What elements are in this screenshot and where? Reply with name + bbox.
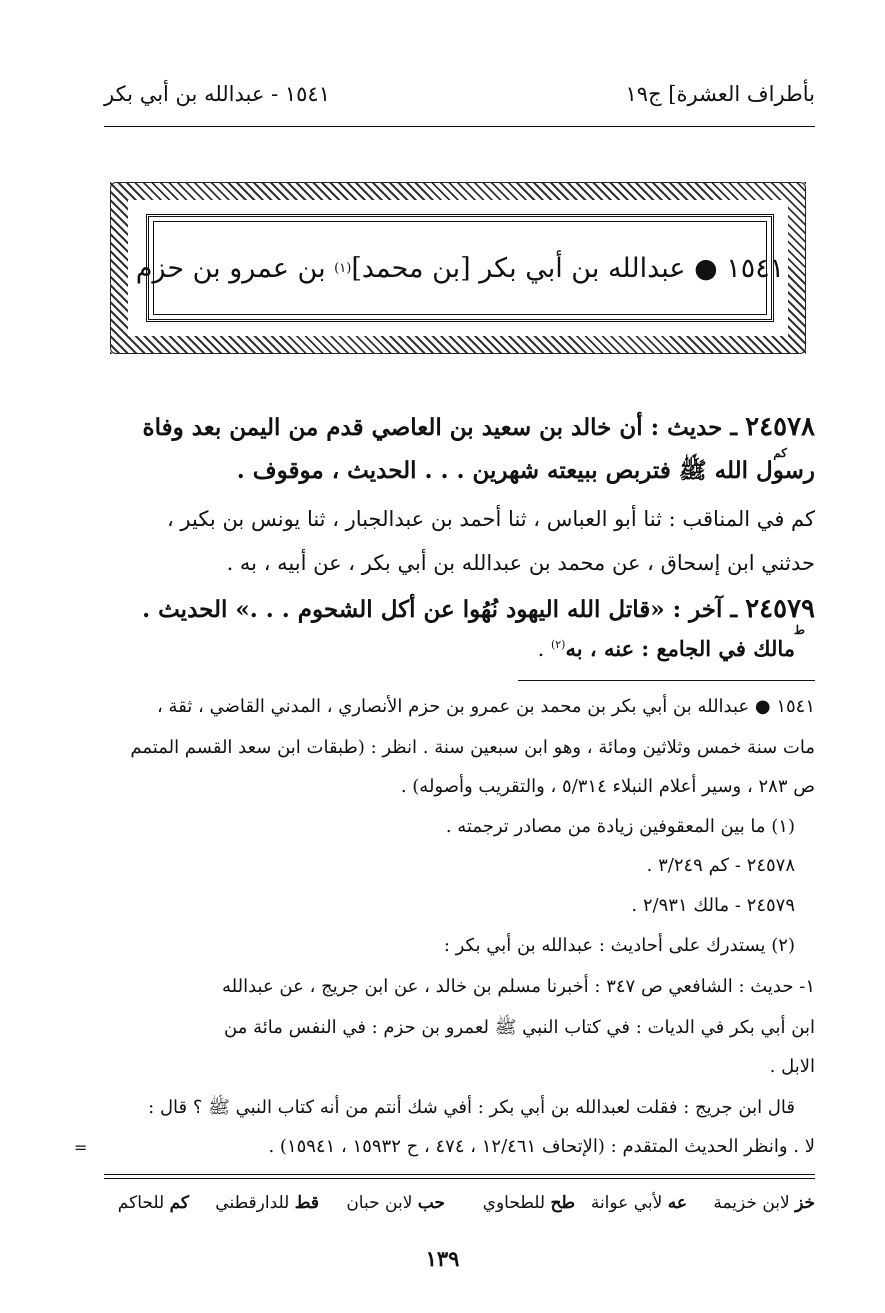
footnote-ref-24578: ٢٤٥٧٨ - كم ٣/٢٤٩ .	[646, 855, 795, 876]
running-header	[104, 82, 815, 116]
footnote-1: (١) ما بين المعقوفين زيادة من مصادر ترجمته .	[445, 816, 795, 837]
footnote-2-line2: ابن أبي بكر في الديات : في كتاب النبي ﷺ لعمرو بن حزم : في النفس مائة من	[224, 1017, 815, 1038]
hadith-24578-line1	[104, 412, 815, 442]
legend-item-khz	[713, 1193, 815, 1213]
isnad-line1: كم في المناقب : ثنا أبو العباس ، ثنا أحمد بن عبدالجبار ، ثنا يونس بن بكير ،	[166, 507, 815, 531]
legend-item-ah	[591, 1193, 687, 1213]
legend-code: قط	[294, 1193, 319, 1213]
entry-title-main: ١٥٤١ ● عبدالله بن أبي بكر [بن محمد]	[351, 252, 785, 284]
legend-rule	[104, 1174, 815, 1175]
header-book-title: بأطراف العشرة] ج١٩	[625, 82, 815, 106]
footnote-bio-line2: مات سنة خمس وثلاثين ومائة ، وهو ابن سبعين سنة . انظر : (طبقات ابن سعد القسم المتمم	[130, 737, 815, 758]
legend-label: لابن حبان	[346, 1193, 413, 1213]
header-rule	[104, 126, 815, 127]
footnote-bio-line3: ص ٢٨٣ ، وسير أعلام النبلاء ٥/٣١٤ ، والتقريب وأصوله) .	[400, 776, 815, 797]
continuation-mark: =	[74, 1138, 88, 1157]
header-entry-title: ١٥٤١ - عبدالله بن أبي بكر	[104, 82, 330, 106]
malik-source-end: .	[537, 637, 551, 661]
footnote-bio-line1: ١٥٤١ ● عبدالله بن أبي بكر بن محمد بن عمرو بن حزم الأنصاري ، المدني القاضي ، ثقة ،	[157, 696, 815, 717]
legend-code: كم	[169, 1193, 189, 1213]
hadith-24578-line2: رسول الله ﷺ فتربص ببيعته شهرين . . . الحديث ، موقوف .	[236, 457, 815, 484]
footnote-ref-24579: ٢٤٥٧٩ - مالك ٢/٩٣١ .	[631, 895, 795, 916]
footnote-2-line1: ١- حديث : الشافعي ص ٣٤٧ : أخبرنا مسلم بن خالد ، عن ابن جريج ، عن عبدالله	[221, 976, 815, 997]
legend-label: للحاكم	[117, 1193, 165, 1213]
entry-title	[135, 214, 785, 322]
source-sigla-ta: ط	[793, 623, 805, 637]
footnote-2: (٢) يستدرك على أحاديث : عبدالله بن أبي بكر :	[443, 935, 795, 956]
legend-item-th	[483, 1193, 575, 1213]
legend-code: عه	[667, 1193, 687, 1213]
entry-title-tail: بن عمرو بن حزم	[135, 252, 326, 284]
legend-item-km	[118, 1193, 189, 1213]
legend-code: طح	[550, 1193, 575, 1213]
isnad-line2: حدثني ابن إسحاق ، عن محمد بن عبدالله بن أبي بكر ، عن أبيه ، به .	[226, 551, 815, 575]
legend-label: للدارقطني	[215, 1193, 290, 1213]
legend-rule-inner	[104, 1178, 815, 1179]
hadith-number-24579: ٢٤٥٧٩	[745, 594, 815, 624]
entry-title-footnote-ref: (١)	[334, 260, 352, 276]
hadith-number-24578: ٢٤٥٧٨	[745, 412, 815, 442]
hadith-24578-text: ـ حديث : أن خالد بن سعيد بن العاصي قدم من اليمن بعد وفاة	[142, 414, 738, 441]
abbreviation-legend	[104, 1193, 815, 1221]
legend-label: لابن خزيمة	[713, 1193, 790, 1213]
legend-code: حب	[417, 1193, 445, 1213]
footnote-2-line3: الابل .	[769, 1056, 815, 1077]
source-sigla-kam: كم	[773, 446, 787, 460]
footnote-ref-2: (٢)	[550, 638, 566, 651]
footnote-2-line4: قال ابن جريج : فقلت لعبدالله بن أبي بكر : أفي شك أنتم من أنه كتاب النبي ﷺ ؟ قال :	[148, 1097, 795, 1118]
legend-item-qt	[215, 1193, 319, 1213]
footnote-separator	[518, 680, 815, 681]
hadith-24579-text: ـ آخر : «قاتل الله اليهود نُهُوا عن أكل الشحوم . . .» الحديث .	[142, 596, 738, 623]
malik-source-line	[104, 636, 795, 661]
malik-source-text: مالك في الجامع : عنه ، به	[565, 636, 795, 661]
footnote-2-line5: لا . وانظر الحديث المتقدم : (الإتحاف ١٢/٤٦١ ، ٤٧٤ ، ح ١٥٩٣٢ ، ١٥٩٤١) .	[268, 1136, 815, 1157]
legend-label: للطحاوي	[482, 1193, 546, 1213]
page-number: ١٣٩	[425, 1246, 460, 1271]
legend-label: لأبي عوانة	[590, 1193, 663, 1213]
hadith-24579-line	[104, 594, 815, 624]
legend-code: خز	[795, 1193, 815, 1213]
legend-item-hb	[346, 1193, 445, 1213]
